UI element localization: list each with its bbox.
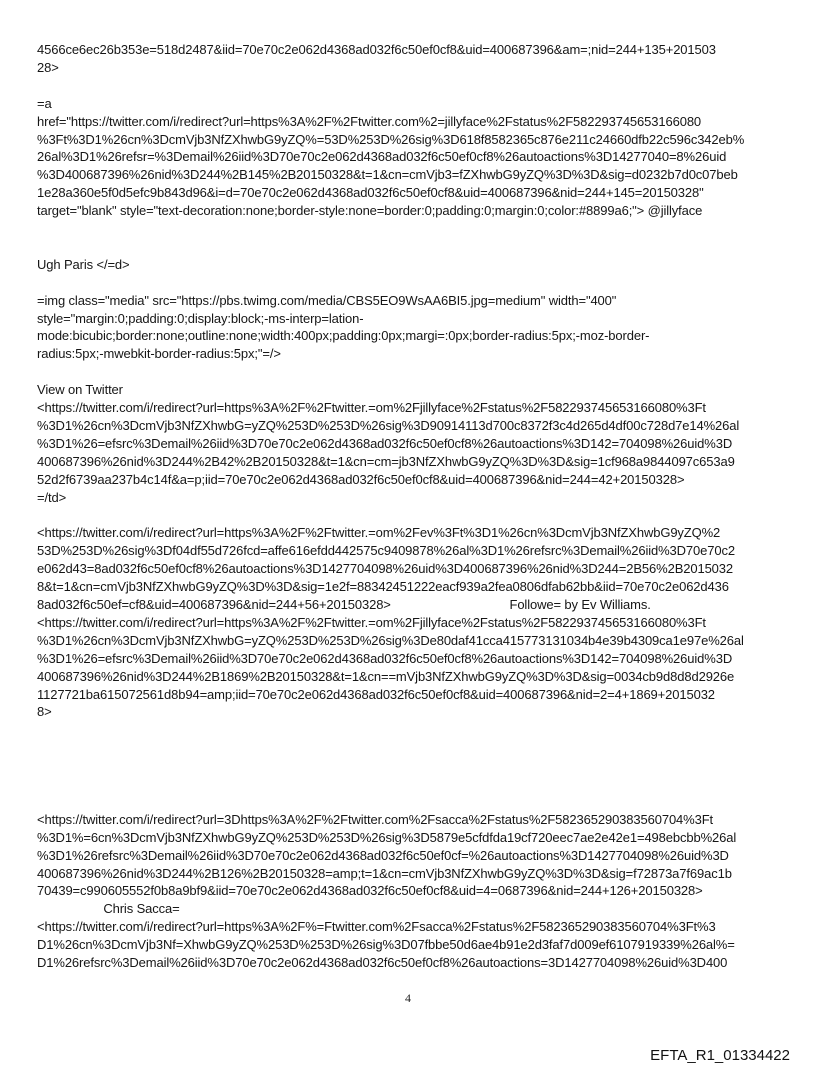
text-line: 8ad032f6c50ef=cf8&uid=400687396&nid=244+56+20150328> Followe= by Ev Williams. — [37, 597, 651, 612]
text-line: %3D1%26refsrc%3Demail%26iid%3D70e70c2e062d4368ad032f6c50ef0cf=%26autoactions%3D1427704098%26uid%3D — [37, 847, 729, 863]
page-number: 4 — [405, 991, 411, 1005]
text-line — [37, 739, 795, 757]
text-line — [37, 775, 795, 793]
text-line: 400687396%26nid%3D244%2B42%2B20150328&t=1&cn=cm=jb3NfZXhwbG9yZQ%3D%3D&sig=1cf968a9844097c653a9 — [37, 453, 735, 469]
text-line: mode:bicubic;border:none;outline:none;width:400px;padding:0px;margi=:0px;border-radius:5px;-moz-border- — [37, 328, 650, 344]
text-line: 26al%3D1%26refsr=%3Demail%26iid%3D70e70c2e062d4368ad032f6c50ef0cf8%26autoactions%3D14277040=8%26uid — [37, 149, 727, 165]
text-line: 70439=c990605552f0b8a9bf9&iid=70e70c2e062d4368ad032f6c50ef0cf8&uid=4=0687396&nid=244+126+20150328> — [37, 883, 703, 899]
text-line: View on Twitter — [37, 382, 123, 398]
text-line: %3D1%26cn%3DcmVjb3NfZXhwbG=yZQ%253D%253D%26sig%3De80daf41cca415773131034b4e39b4309ca1e97e%26al — [37, 632, 744, 648]
text-line — [37, 363, 795, 381]
text-line — [37, 220, 795, 238]
text-line: <https://twitter.com/i/redirect?url=https%3A%2F%2Ftwitter.=om%2Fev%3Ft%3D1%26cn%3DcmVjb3NfZXhwbG9yZQ%2 — [37, 525, 721, 541]
text-line: <https://twitter.com/i/redirect?url=https%3A%2F%=Ftwitter.com%2Fsacca%2Fstatus%2F582365290383560704%3Ft%3 — [37, 919, 716, 935]
text-line: href="https://twitter.com/i/redirect?url=https%3A%2F%2Ftwitter.com%2=jillyface%2Fstatus%2F582293745653166080 — [37, 113, 702, 129]
text-line: style="margin:0;padding:0;display:block;-ms-interp=lation- — [37, 310, 364, 326]
text-line: 4566ce6ec26b353e=518d2487&iid=70e70c2e062d4368ad032f6c50ef0cf8&uid=400687396&am=;nid=244+135+201503 — [37, 42, 716, 57]
text-line: 28> — [37, 59, 59, 75]
text-line — [37, 274, 795, 292]
text-line: %3D400687396%26nid%3D244%2B145%2B20150328&t=1&cn=cmVjb3=fZXhwbG9yZQ%3D%3D&sig=d0232b7d0c07beb — [37, 167, 738, 183]
text-line: 1e28a360e5f0d5efc9b843d96&i=d=70e70c2e062d4368ad032f6c50ef0cf8&uid=400687396&nid=244+145=20150328" — [37, 185, 704, 201]
text-line: <https://twitter.com/i/redirect?url=https%3A%2F%2Ftwitter.=om%2Fjillyface%2Fstatus%2F582293745653166080%3Ft — [37, 400, 706, 416]
text-line — [37, 793, 795, 811]
text-line: Chris Sacca= — [37, 901, 180, 917]
text-line: %3D1%=6cn%3DcmVjb3NfZXhwbG9yZQ%253D%253D%26sig%3D5879e5cfdfda19cf720eec7ae2e42e1=498ebcbb%26al — [37, 829, 737, 845]
text-line: %3D1%26=efsrc%3Demail%26iid%3D70e70c2e062d4368ad032f6c50ef0cf8%26autoactions%3D142=704098%26uid%3D — [37, 435, 733, 451]
text-line: 53D%253D%26sig%3Df04df55d726fcd=affe616efdd442575c9409878%26al%3D1%26refsrc%3Demail%26iid%3D70e70c2 — [37, 543, 735, 559]
text-line: %3Ft%3D1%26cn%3DcmVjb3NfZXhwbG9yZQ%=53D%253D%26sig%3D618f8582365c876e211c24660dfb22c596c342eb% — [37, 131, 745, 147]
text-line — [37, 757, 795, 775]
text-line — [37, 238, 795, 256]
text-line: e062d43=8ad032f6c50ef0cf8%26autoactions%3D1427704098%26uid%3D400687396%26nid%3D244=2B56%2B2015032 — [37, 561, 734, 577]
text-line: =a — [37, 95, 52, 111]
text-line: 400687396%26nid%3D244%2B1869%2B20150328&t=1&cn==mVjb3NfZXhwbG9yZQ%3D%3D&sig=0034cb9d8d8d2926e — [37, 668, 735, 684]
text-line: 8> — [37, 704, 52, 720]
text-line — [37, 506, 795, 524]
text-line: <https://twitter.com/i/redirect?url=https%3A%2F%2Ftwitter.=om%2Fjillyface%2Fstatus%2F582293745653166080%3Ft — [37, 614, 706, 630]
text-line: =/td> — [37, 489, 67, 505]
text-line — [37, 77, 795, 95]
text-line — [37, 721, 795, 739]
text-line: %3D1%26cn%3DcmVjb3NfZXhwbG=yZQ%253D%253D%26sig%3D90914113d700c8372f3c4d265d4df00c728d7e14%26al — [37, 417, 740, 433]
text-line: D1%26cn%3DcmVjb3Nf=XhwbG9yZQ%253D%253D%26sig%3D07fbbe50d6ae4b91e2d3faf7d009ef6107919339%26al%= — [37, 937, 735, 953]
bates-number: EFTA_R1_01334422 — [650, 1047, 790, 1064]
text-line: 52d2f6739aa237b4c14f&a=p;iid=70e70c2e062d4368ad032f6c50ef0cf8&uid=400687396&nid=244=42+20150328> — [37, 471, 685, 487]
text-line: %3D1%26=efsrc%3Demail%26iid%3D70e70c2e062d4368ad032f6c50ef0cf8%26autoactions%3D142=704098%26uid%3D — [37, 650, 733, 666]
text-line: <https://twitter.com/i/redirect?url=3Dhttps%3A%2F%2Ftwitter.com%2Fsacca%2Fstatus%2F582365290383560704%3Ft — [37, 811, 714, 827]
text-line: =img class="media" src="https://pbs.twimg.com/media/CBS5EO9WsAA6BI5.jpg=medium" width="400" — [37, 292, 617, 308]
document-body — [37, 41, 795, 972]
text-line: target="blank" style="text-decoration:none;border-style:none=border:0;padding:0;margin:0;color:#8899a6;"> @jillyface — [37, 203, 703, 219]
text-line: D1%26refsrc%3Demail%26iid%3D70e70c2e062d4368ad032f6c50ef0cf8%26autoactions=3D1427704098%26uid%3D400 — [37, 955, 728, 971]
text-line: radius:5px;-mwebkit-border-radius:5px;"=/> — [37, 346, 281, 362]
text-line: 1127721ba615072561d8b94=amp;iid=70e70c2e062d4368ad032f6c50ef0cf8&uid=400687396&nid=2=4+1869+2015032 — [37, 686, 715, 702]
text-line: Ugh Paris </=d> — [37, 256, 130, 272]
text-line: 8&t=1&cn=cmVjb3NfZXhwbG9yZQ%3D%3D&sig=1e2f=88342451222eacf939a2fea0806dfab62bb&iid=70e70c2e062d436 — [37, 579, 729, 595]
text-line: 400687396%26nid%3D244%2B126%2B20150328=amp;t=1&cn=cmVjb3NfZXhwbG9yZQ%3D%3D&sig=f72873a7f69ac1b — [37, 865, 732, 881]
